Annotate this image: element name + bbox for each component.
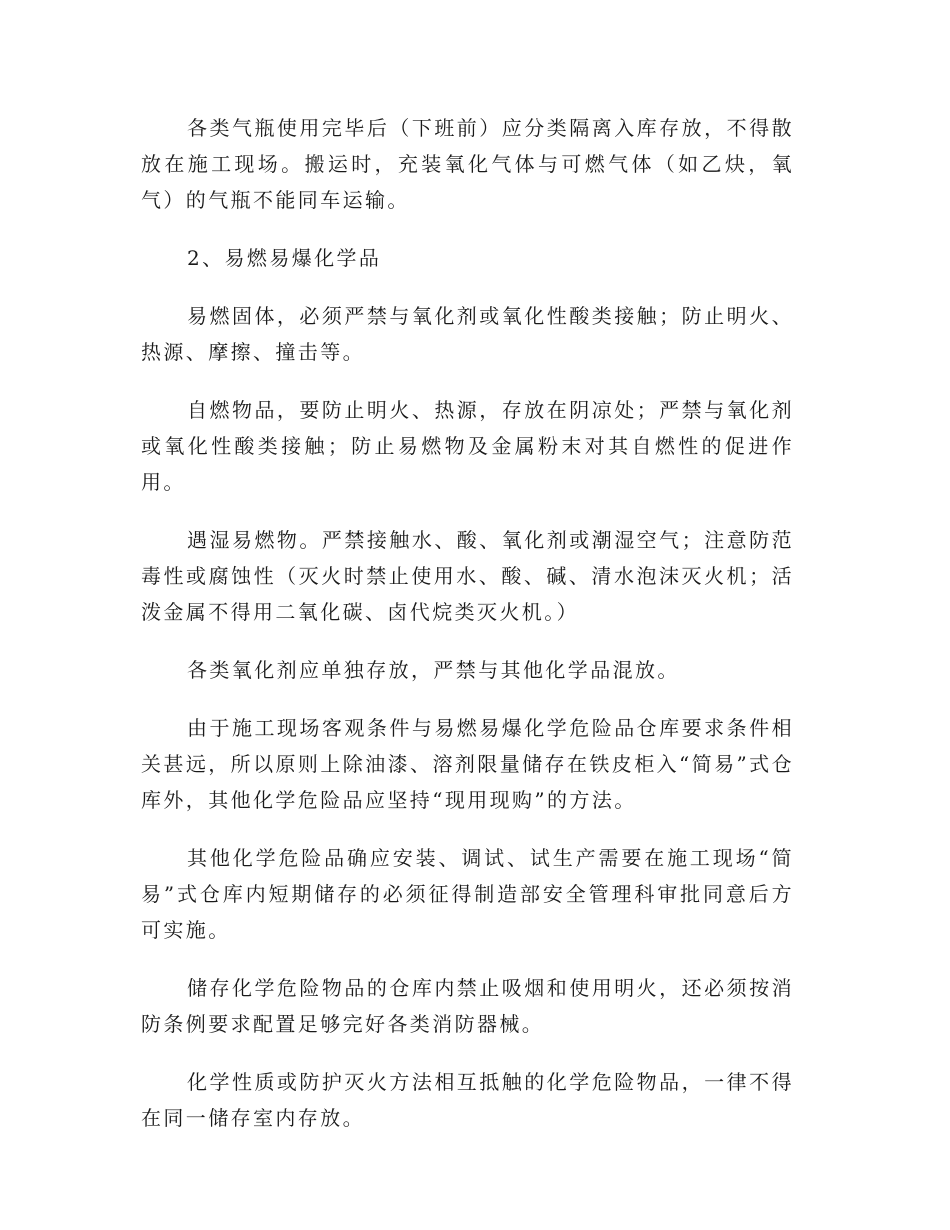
paragraph-spontaneous-combustion: 自燃物品，要防止明火、热源，存放在阴凉处；严禁与氧化剂或氧化性酸类接触；防止易燃物及金属粉末对其自燃性的促进作用。 (141, 398, 794, 494)
paragraph-incompatible-chemicals: 化学性质或防护灭火方法相互抵触的化学危险物品，一律不得在同一储存室内存放。 (141, 1070, 794, 1130)
paragraph-flammable-solids: 易燃固体，必须严禁与氧化剂或氧化性酸类接触；防止明火、热源、摩擦、撞击等。 (141, 304, 794, 364)
paragraph-oxidizers: 各类氧化剂应单独存放，严禁与其他化学品混放。 (187, 658, 680, 682)
paragraph-warehouse-fire-safety: 储存化学危险物品的仓库内禁止吸烟和使用明火，还必须按消防条例要求配置足够完好各类消防器械。 (141, 976, 794, 1036)
paragraph-water-reactive: 遇湿易燃物。严禁接触水、酸、氧化剂或潮湿空气；注意防范毒性或腐蚀性（灭火时禁止使用水、酸、碱、清水泡沫灭火机；活泼金属不得用二氧化碳、卤代烷类灭火机。） (141, 528, 794, 624)
paragraph-gas-cylinder-storage: 各类气瓶使用完毕后（下班前）应分类隔离入库存放，不得散放在施工现场。搬运时，充装氧化气体与可燃气体（如乙炔，氧气）的气瓶不能同车运输。 (141, 116, 794, 212)
paragraph-site-storage-conditions: 由于施工现场客观条件与易燃易爆化学危险品仓库要求条件相关甚远，所以原则上除油漆、溶剂限量储存在铁皮柜入“简易”式仓库外，其他化学危险品应坚持“现用现购”的方法。 (141, 716, 794, 812)
paragraph-short-term-storage-approval: 其他化学危险品确应安装、调试、试生产需要在施工现场“简易”式仓库内短期储存的必须征得制造部安全管理科审批同意后方可实施。 (141, 846, 794, 942)
section-heading-flammable-chemicals: 2、易燃易爆化学品 (187, 246, 382, 270)
